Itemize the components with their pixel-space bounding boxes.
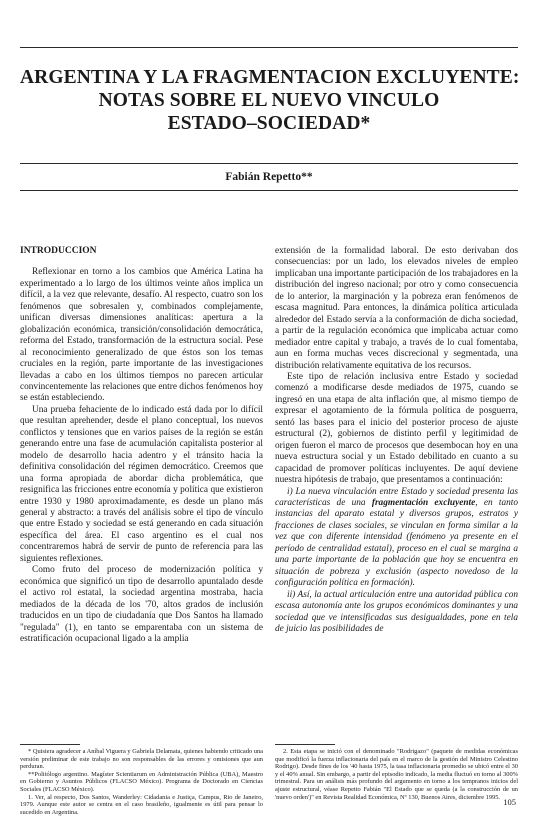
paragraph: Este tipo de relación inclusiva entre Estado y sociedad comenzó a modificarse desde mediados de 1975, cuando se ingresó en una etapa de alta inflación que, al mismo tiempo de expresar el agotamiento de la fórmula política de posguerra, sentó las bases para el inicio del posterior proceso de ajuste estructural (2), gobiernos de distinto perfil y legitimidad de origen fueron el marco de procesos que desembocan hoy en una nueva estructura social y un Estado debilitado en cuanto a su capacidad de promover políticas incluyentes. De aquí deviene nuestra hipótesis de trabajo, que presentamos a continuación: bbox=[275, 371, 518, 486]
hypothesis-2: ii) Así, la actual articulación entre una autoridad pública con escasa autonomía ante los grupos económicos dominantes y una sociedad que ve intensificadas sus desigualdades, pone en tela de juicio las posibilidades de bbox=[275, 589, 518, 634]
hypothesis-1-emphasis: fragmentación excluyente bbox=[371, 497, 476, 508]
hypothesis-1 bbox=[275, 487, 518, 590]
footnote: 2. Esta etapa se inició con el denominado "Rodrigazo" (paquete de medidas económicas que modificó la fuerza inflacionaria del país en el marco de la gestión del Ministro Celestino Rodrigo). Desde fines de los '40 hasta 1975, la tasa inflacionaria promedio se ubicó entre el 30 y el 40% anual. Sin embargo, a partir del episodio indicado, la media fluctuó en torno al 300% trimestral. Para un análisis más profundo del argumento en torno a los tempranos inicios del ajuste estructural, véase Repetto Fabián "El Estado que se queda (a la construcción de un 'nuevo orden')" en Revista Realidad Económica, Nº 130, Buenos Aires, diciembre 1995. bbox=[275, 748, 518, 801]
page-number: 105 bbox=[503, 797, 516, 807]
title-line-2: NOTAS SOBRE EL NUEVO VINCULO bbox=[98, 90, 440, 111]
title-line-3: ESTADO–SOCIEDAD* bbox=[167, 113, 371, 134]
section-heading: INTRODUCCION bbox=[20, 246, 97, 256]
footnotes-right bbox=[275, 748, 518, 801]
footnote: **Politólogo argentino. Magíster Scientiarum en Administración Pública (UBA), Maestro en Gobierno y Asuntos Públicos (FLACSO México). Programa de Doctorado en Ciencias Sociales (FLACSO México). bbox=[20, 770, 263, 793]
hypothesis-1-text: i) La nueva vinculación entre Estado y sociedad presenta las características de una bbox=[275, 486, 518, 508]
author-name: Fabián Repetto** bbox=[225, 171, 313, 183]
footnote-rule-right bbox=[275, 744, 335, 745]
footnote: * Quisiera agradecer a Aníbal Viguera y Gabriela Delamata, quienes habiendo criticado una versión preliminar de este trabajo no son responsables de las errores y omisiones que aun perduran. bbox=[20, 748, 263, 771]
article-title bbox=[20, 66, 518, 135]
author-rule-top bbox=[20, 163, 518, 164]
author-rule-bottom bbox=[20, 190, 518, 191]
footnotes-left bbox=[20, 748, 263, 816]
paragraph: extensión de la formalidad laboral. De esto derivaban dos consecuencias: por un lado, los elevados niveles de empleo implicaban una importante participación de los trabajadores en la distribución del ingreso nacional; por otro y como consecuencia de lo anterior, la marginación y la pobreza eran fenómenos de escasa magnitud. Para entonces, la dinámica política articulada alrededor del Estado servía a la conformación de dicha sociedad, a partir de la regulación económica que implicaba actuar como mediador entre capital y trabajo, a través de lo cual fomentaba, aun en forma muchas veces discrecional y segmentada, una distribución relativamente equitativa de los recursos. bbox=[275, 246, 518, 371]
hypothesis-1-text-cont: , en tanto instancias del aparato estatal y diversos grupos, estratos y fracciones de clases sociales, se vinculan en forma similar a la vez que con diferente intensidad (fenómeno ya presente en el período de centralidad estatal), proceso en el cual se margina a una parte importante de la población que hoy se encuentra en situación de pobreza y exclusión (aspecto novedoso de la configuración política en formación). bbox=[275, 497, 518, 589]
top-rule bbox=[20, 47, 518, 48]
footnote: 1. Ver, al respecto, Dos Santos, Wanderley: Cidadania e Justiça, Campus, Rio de Janeiro, 1979. Aunque este autor se centra en el caso brasileño, igualmente es útil para pensar lo sucedido en Argentina. bbox=[20, 793, 263, 816]
right-column bbox=[275, 246, 518, 635]
paragraph: Como fruto del proceso de modernización política y económica que significó un tipo de desarrollo apuntalado desde el activo rol estatal, la sociedad argentina mostraba, hacia mediados de la década de los '70, altos grados de inclusión traducidos en un tipo de ciudadanía que Dos Santos ha llamado "regulada" (1), en tanto se emparentaba con un sistema de estratificación ocupacional ligado a la amplia bbox=[20, 565, 263, 644]
paragraph: Una prueba fehaciente de lo indicado está dada por lo difícil que resultan aprehender, desde el plano conceptual, los nuevos conflictos y tensiones que en varios países de la región se están generando entre una fase de acumulación capitalista posterior al modelo de desarrollo hacia adentro y el tránsito hacia la definitiva consolidación del régimen democrático. Creemos que una forma apropiada de abordar dicha problemática, que resignifica las fricciones entre economía y política que existieron entre 1930 y 1980 aproximadamente, es desde un plano más general y abstracto: a través del análisis sobre el tipo de vínculo que entre Estado y sociedad se está generando en cada situación específica del área. El caso argentino es el cual nos concentraremos habrá de servir de punto de referencia para las siguientes reflexiones. bbox=[20, 404, 263, 564]
footnote-rule-left bbox=[20, 744, 80, 745]
paragraph: Reflexionar en torno a los cambios que América Latina ha experimentado a lo largo de los últimos veinte años implica un difícil, a la vez que relevante, desafío. Al respecto, cuatro son los fenómenos que sobresalen y, combinados complejamente, unifican diversas dimensiones analíticas: apertura a la globalización económica, transición/consolidación democrática, reforma del Estado, transformación de la estructura social. Pese al reconocimiento generalizado de que éstos son los temas cruciales en la región, parte importante de las investigaciones llevadas a cabo en los últimos tiempos no parecen articular convincentemente las relaciones que entre dichos fenómenos hoy se están estableciendo. bbox=[20, 267, 263, 404]
title-line-1: ARGENTINA Y LA FRAGMENTACION EXCLUYENTE: bbox=[20, 67, 520, 88]
left-column bbox=[20, 246, 263, 645]
